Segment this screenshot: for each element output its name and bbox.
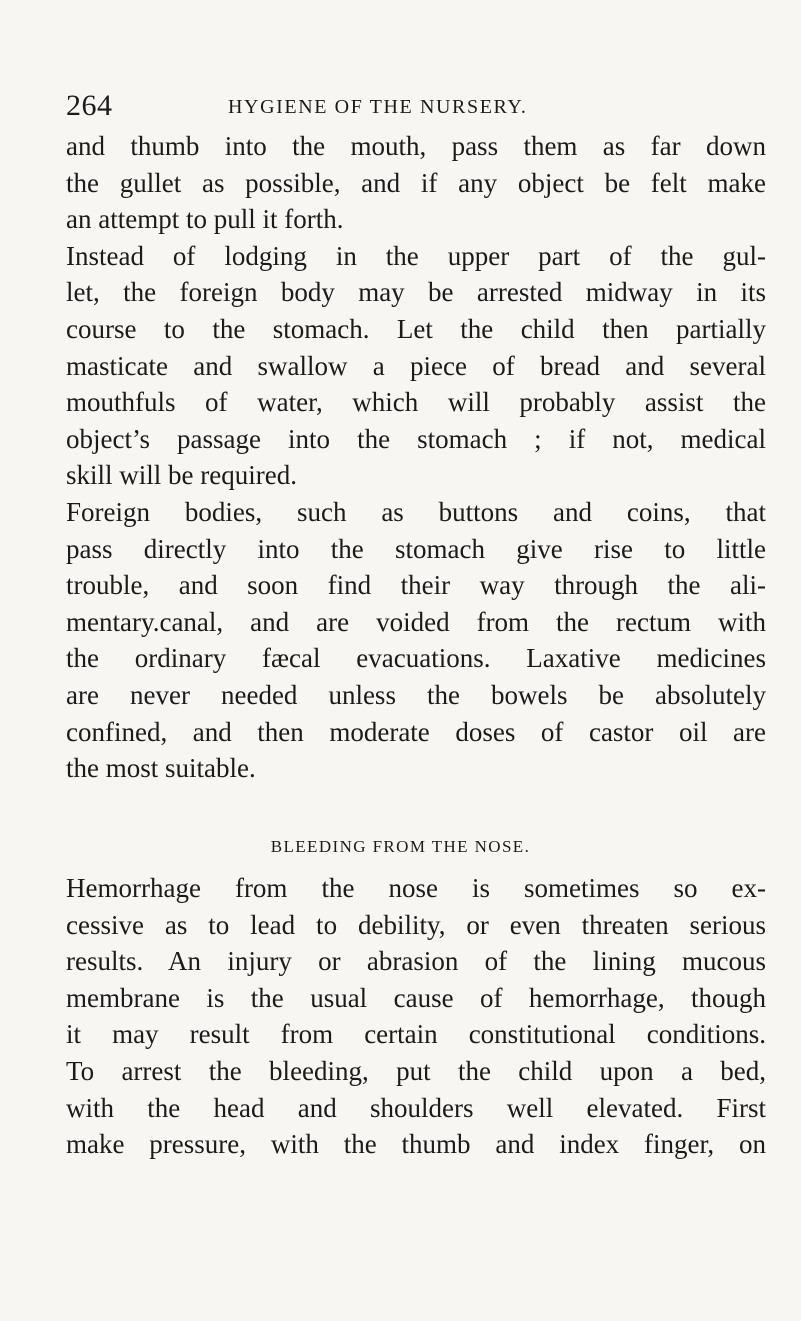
text-line: object’s passage into the stomach ; if not, medical	[66, 423, 766, 454]
text-line: trouble, and soon find their way through the ali-	[66, 570, 766, 601]
text-line: masticate and swallow a piece of bread and several	[66, 350, 766, 381]
text-line: the most suitable.	[66, 753, 256, 784]
text-line: Hemorrhage from the nose is sometimes so ex-	[66, 873, 766, 903]
text-line: skill will be required.	[66, 460, 297, 491]
text-line: let, the foreign body may be arrested midway in its	[66, 277, 766, 308]
text-line: results. An injury or abrasion of the lining mucous	[66, 946, 766, 977]
text-line: Instead of lodging in the upper part of the gul-	[66, 240, 766, 271]
text-line: pass directly into the stomach give rise to little	[66, 533, 766, 564]
text-line: with the head and shoulders well elevated. First	[66, 1092, 766, 1123]
text-line: cessive as to lead to debility, or even threaten serious	[66, 909, 766, 940]
text-line: make pressure, with the thumb and index finger, on	[66, 1129, 766, 1160]
text-line: an attempt to pull it forth.	[66, 204, 344, 235]
text-line: are never needed unless the bowels be absolutely	[66, 679, 766, 710]
text-line: the ordinary fæcal evacuations. Laxative medicines	[66, 643, 766, 674]
text-line: it may result from certain constitutional conditions.	[66, 1019, 766, 1050]
section-heading: BLEEDING FROM THE NOSE.	[270, 837, 531, 856]
running-title: HYGIENE OF THE NURSERY.	[228, 96, 528, 118]
text-line: membrane is the usual cause of hemorrhage, though	[66, 982, 766, 1013]
text-line: confined, and then moderate doses of castor oil are	[66, 716, 766, 747]
text-line: the gullet as possible, and if any object be felt make	[66, 167, 766, 198]
text-line: Foreign bodies, such as buttons and coins, that	[66, 496, 766, 527]
text-line: mouthfuls of water, which will probably assist the	[66, 387, 766, 418]
text-line: course to the stomach. Let the child then partially	[66, 313, 766, 344]
text-line: To arrest the bleeding, put the child upon a bed,	[66, 1055, 766, 1086]
body-text-part-2	[66, 870, 766, 1163]
text-line: and thumb into the mouth, pass them as far down	[66, 131, 766, 161]
text-line: mentary.canal, and are voided from the rectum with	[66, 606, 766, 637]
running-head	[66, 86, 766, 126]
body-text-part-1	[66, 128, 766, 787]
page-number: 264	[66, 89, 113, 122]
